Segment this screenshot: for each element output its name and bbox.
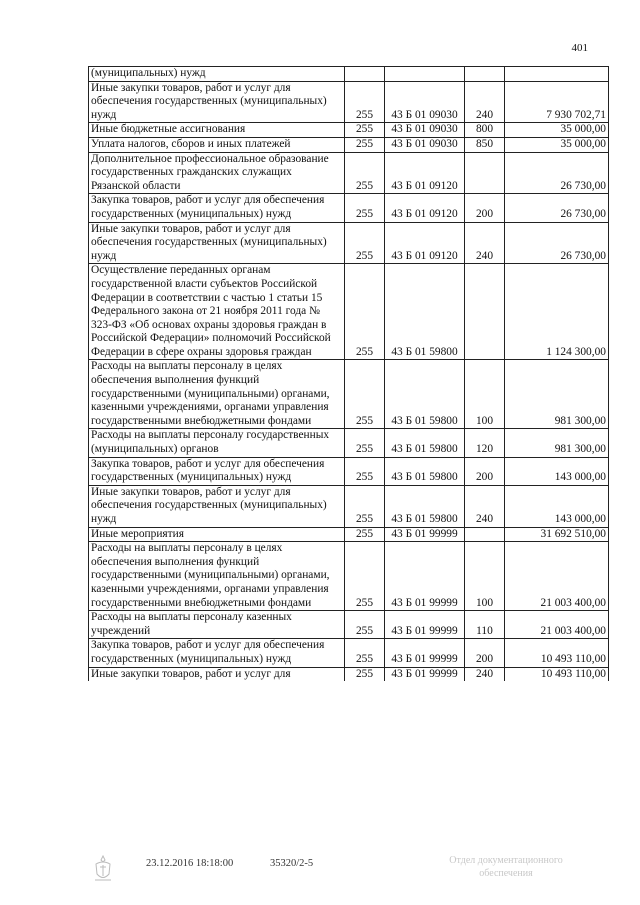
department-code-cell: 255 (345, 485, 385, 527)
table-row (89, 67, 609, 82)
expense-name-cell: Закупка товаров, работ и услуг для обеспечения государственных (муниципальных) нужд (89, 194, 345, 222)
department-code-cell: 255 (345, 527, 385, 542)
table-row (89, 457, 609, 485)
department-code-cell: 255 (345, 611, 385, 639)
department-code-cell: 255 (345, 667, 385, 681)
expense-name-cell: Иные закупки товаров, работ и услуг для обеспечения государственных (муниципальных) нужд (89, 485, 345, 527)
target-article-cell (385, 67, 465, 82)
target-article-cell: 43 Б 01 09030 (385, 123, 465, 138)
target-article-cell: 43 Б 01 09120 (385, 222, 465, 264)
stamp-line: Отдел документационного (449, 855, 563, 866)
table-row (89, 429, 609, 457)
department-code-cell: 255 (345, 542, 385, 611)
table-row (89, 527, 609, 542)
expense-name-cell: Иные закупки товаров, работ и услуг для (89, 667, 345, 681)
document-id: 35320/2-5 (270, 858, 314, 869)
table-row (89, 222, 609, 264)
target-article-cell: 43 Б 01 99999 (385, 527, 465, 542)
expense-type-cell (465, 527, 505, 542)
table-row (89, 264, 609, 360)
table-row (89, 137, 609, 152)
amount-cell: 26 730,00 (505, 222, 609, 264)
amount-cell: 31 692 510,00 (505, 527, 609, 542)
amount-cell: 35 000,00 (505, 137, 609, 152)
expense-type-cell: 110 (465, 611, 505, 639)
target-article-cell: 43 Б 01 59800 (385, 429, 465, 457)
table-row (89, 194, 609, 222)
amount-cell: 1 124 300,00 (505, 264, 609, 360)
expense-name-cell: Расходы на выплаты персоналу казенных учреждений (89, 611, 345, 639)
expense-name-cell: Иные закупки товаров, работ и услуг для обеспечения государственных (муниципальных) нужд (89, 81, 345, 123)
page-footer (0, 855, 640, 898)
expense-name-cell: Иные бюджетные ассигнования (89, 123, 345, 138)
expense-type-cell: 800 (465, 123, 505, 138)
target-article-cell: 43 Б 01 09120 (385, 152, 465, 194)
expense-name-cell: Иные мероприятия (89, 527, 345, 542)
coat-of-arms-icon (92, 854, 114, 884)
amount-cell: 21 003 400,00 (505, 542, 609, 611)
expense-name-cell: Дополнительное профессиональное образование государственных гражданских служащих Рязанской области (89, 152, 345, 194)
department-code-cell: 255 (345, 137, 385, 152)
target-article-cell: 43 Б 01 99999 (385, 542, 465, 611)
target-article-cell: 43 Б 01 09030 (385, 137, 465, 152)
expense-type-cell: 850 (465, 137, 505, 152)
expense-type-cell: 100 (465, 360, 505, 429)
target-article-cell: 43 Б 01 99999 (385, 667, 465, 681)
target-article-cell: 43 Б 01 09120 (385, 194, 465, 222)
expense-type-cell: 240 (465, 485, 505, 527)
amount-cell: 26 730,00 (505, 152, 609, 194)
department-code-cell: 255 (345, 360, 385, 429)
department-code-cell (345, 67, 385, 82)
table-row (89, 152, 609, 194)
expense-type-cell: 100 (465, 542, 505, 611)
table-row (89, 360, 609, 429)
expense-name-cell: Закупка товаров, работ и услуг для обеспечения государственных (муниципальных) нужд (89, 639, 345, 667)
amount-cell: 143 000,00 (505, 457, 609, 485)
expense-type-cell: 240 (465, 81, 505, 123)
expense-type-cell: 200 (465, 639, 505, 667)
department-code-cell: 255 (345, 264, 385, 360)
expense-type-cell: 200 (465, 457, 505, 485)
target-article-cell: 43 Б 01 99999 (385, 611, 465, 639)
department-code-cell: 255 (345, 429, 385, 457)
print-date: 23.12.2016 18:18:00 (146, 858, 234, 869)
expense-type-cell: 120 (465, 429, 505, 457)
department-code-cell: 255 (345, 222, 385, 264)
amount-cell: 26 730,00 (505, 194, 609, 222)
expense-name-cell: Расходы на выплаты персоналу в целях обеспечения выполнения функций государственными (муниципальными) органами, казенными учреждениями, органами управления государственными внебюджетными фондами (89, 360, 345, 429)
amount-cell: 981 300,00 (505, 360, 609, 429)
amount-cell: 35 000,00 (505, 123, 609, 138)
target-article-cell: 43 Б 01 59800 (385, 264, 465, 360)
expense-name-cell: Уплата налогов, сборов и иных платежей (89, 137, 345, 152)
expense-name-cell: Закупка товаров, работ и услуг для обеспечения государственных (муниципальных) нужд (89, 457, 345, 485)
budget-table (88, 66, 609, 681)
department-code-cell: 255 (345, 81, 385, 123)
department-code-cell: 255 (345, 194, 385, 222)
expense-type-cell: 200 (465, 194, 505, 222)
expense-type-cell: 240 (465, 222, 505, 264)
target-article-cell: 43 Б 01 09030 (385, 81, 465, 123)
department-code-cell: 255 (345, 457, 385, 485)
amount-cell: 10 493 110,00 (505, 639, 609, 667)
expense-name-cell: (муниципальных) нужд (89, 67, 345, 82)
amount-cell: 21 003 400,00 (505, 611, 609, 639)
page-number: 401 (571, 42, 588, 54)
table-row (89, 123, 609, 138)
amount-cell (505, 67, 609, 82)
department-stamp (446, 854, 566, 880)
amount-cell: 981 300,00 (505, 429, 609, 457)
expense-type-cell (465, 152, 505, 194)
table-row (89, 667, 609, 681)
table-row (89, 485, 609, 527)
department-code-cell: 255 (345, 123, 385, 138)
expense-type-cell: 240 (465, 667, 505, 681)
target-article-cell: 43 Б 01 99999 (385, 639, 465, 667)
expense-name-cell: Иные закупки товаров, работ и услуг для обеспечения государственных (муниципальных) нужд (89, 222, 345, 264)
expense-type-cell (465, 264, 505, 360)
department-code-cell: 255 (345, 152, 385, 194)
target-article-cell: 43 Б 01 59800 (385, 360, 465, 429)
amount-cell: 10 493 110,00 (505, 667, 609, 681)
amount-cell: 7 930 702,71 (505, 81, 609, 123)
expense-name-cell: Расходы на выплаты персоналу в целях обеспечения выполнения функций государственными (муниципальными) органами, казенными учреждениями, органами управления государственными внебюджетными фондами (89, 542, 345, 611)
table-row (89, 611, 609, 639)
expense-name-cell: Расходы на выплаты персоналу государственных (муниципальных) органов (89, 429, 345, 457)
expense-type-cell (465, 67, 505, 82)
target-article-cell: 43 Б 01 59800 (385, 485, 465, 527)
table-row (89, 639, 609, 667)
department-code-cell: 255 (345, 639, 385, 667)
table-row (89, 542, 609, 611)
amount-cell: 143 000,00 (505, 485, 609, 527)
table-row (89, 81, 609, 123)
stamp-line: обеспечения (479, 868, 533, 879)
expense-name-cell: Осуществление переданных органам государственной власти субъектов Российской Федерации в соответствии с частью 1 статьи 15 Федерального закона от 21 ноября 2011 года № 323-ФЗ «Об основах охраны здоровья граждан в Российской Федерации» полномочий Российской Федерации в сфере охраны здоровья граждан (89, 264, 345, 360)
target-article-cell: 43 Б 01 59800 (385, 457, 465, 485)
